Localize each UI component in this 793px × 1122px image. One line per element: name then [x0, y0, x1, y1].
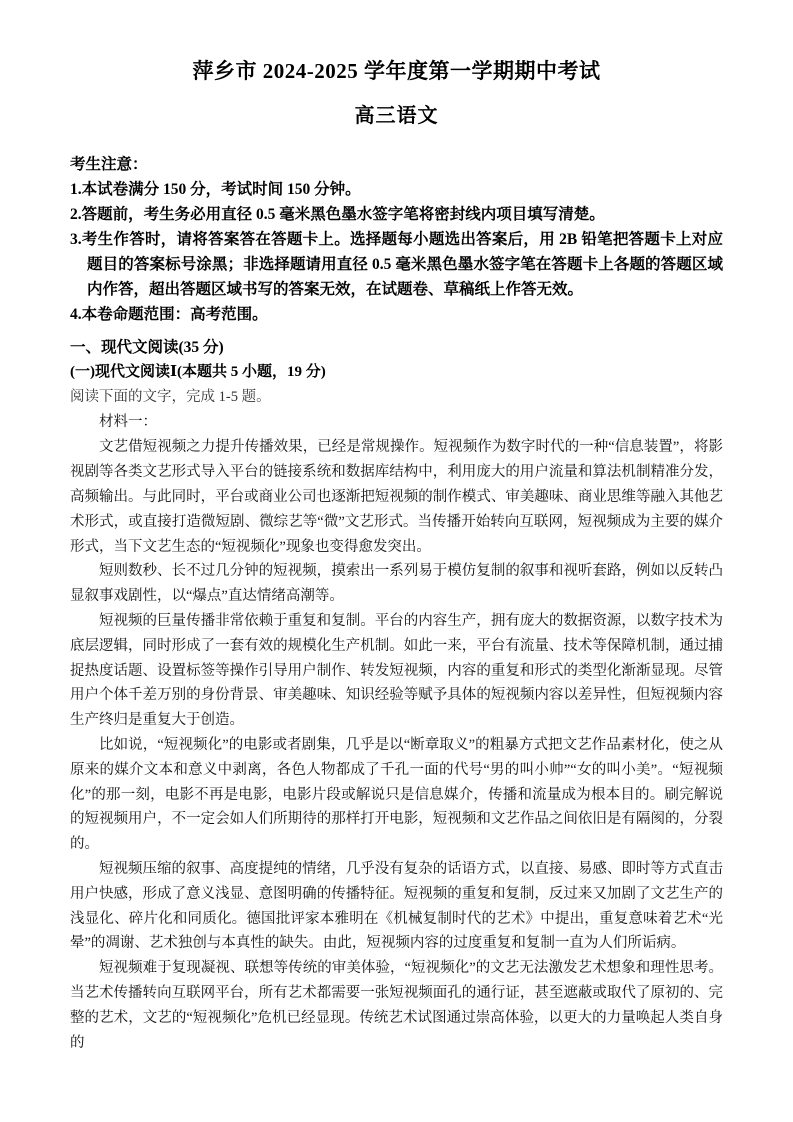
- notice-item-1: 1.本试卷满分 150 分，考试时间 150 分钟。: [70, 181, 361, 199]
- material-paragraph-2: 短则数秒、长不过几分钟的短视频，摸索出一系列易于模仿复制的叙事和视听套路，例如以反转凸显叙事戏剧性，以“爆点”直达情绪高潮等。: [70, 563, 723, 605]
- notice-item-2: 2.答题前，考生务必用直径 0.5 毫米黑色墨水签字笔将密封线内项目填写清楚。: [70, 206, 605, 224]
- material-paragraph-6: 短视频难于复现凝视、联想等传统的审美体验，“短视频化”的文艺无法激发艺术想象和理性思考。当艺术传播转向互联网平台，所有艺术都需要一张短视频面孔的通行证，甚至遮蔽或取代了原初的、完整的艺术，文艺的“短视频化”危机已经显现。传统艺术试图通过崇高体验，以更大的力量唤起人类自身的: [70, 960, 723, 1051]
- material-paragraph-3: 短视频的巨量传播非常依赖于重复和复制。平台的内容生产，拥有庞大的数据资源，以数字技术为底层逻辑，同时形成了一套有效的规模化生产机制。如此一来，平台有流量、技术等保障机制，通过捕捉热度话题、设置标签等操作引导用户制作、转发短视频，内容的重复和形式的类型化渐渐显现。尽管用户个体千差万别的身份背景、审美趣味、知识经验等赋予具体的短视频内容以差异性，但短视频内容生产终归是重复大于创造。: [70, 613, 723, 729]
- section-heading: 一、现代文阅读(35 分): [70, 339, 224, 357]
- material-paragraph-5: 短视频压缩的叙事、高度提纯的情绪，几乎没有复杂的话语方式，以直接、易感、即时等方式直击用户快感，形成了意义浅显、意图明确的传播特征。短视频的重复和复制，反过来又加剧了文艺生产的浅显化、碎片化和同质化。德国批评家本雅明在《机械复制时代的艺术》中提出，重复意味着艺术“光晕”的凋谢、艺术独创与本真性的缺失。由此，短视频内容的过度重复和复制一直为人们所诟病。: [70, 860, 723, 952]
- notice-item-3: 3.考生作答时，请将答案答在答题卡上。选择题每小题选出答案后，用 2B 铅笔把答题卡上对应题目的答案标号涂黑；非选择题请用直径 0.5 毫米黑色墨水签字笔在答题卡上各题的答题区域内作答，超出答题区域书写的答案无效，在试题卷、草稿纸上作答无效。: [70, 231, 723, 299]
- exam-title: 萍乡市 2024-2025 学年度第一学期期中考试: [192, 59, 601, 83]
- exam-subtitle: 高三语文: [354, 105, 439, 128]
- material-paragraph-4: 比如说，“短视频化”的电影或者剧集，几乎是以“断章取义”的粗暴方式把文艺作品素材化，使之从原来的媒介文本和意义中剥离，各色人物都成了千孔一面的代号“男的叫小帅”“女的叫小美”。“短视频化”的那一刻，电影不再是电影，电影片段或解说只是信息媒介，传播和流量成为根本目的。刷完解说的短视频用户，不一定会如人们所期待的那样打开电影，短视频和文艺作品之间依旧是有隔阂的，分裂的。: [70, 737, 723, 853]
- notice-item-4: 4.本卷命题范围：高考范围。: [70, 306, 268, 324]
- material-label: 材料一：: [99, 414, 157, 431]
- material-paragraph-1: 文艺借短视频之力提升传播效果，已经是常规操作。短视频作为数字时代的一种“信息装置”，将影视剧等各类文艺形式导入平台的链接系统和数据库结构中，利用庞大的用户流量和算法机制精准分发，高频输出。与此同时，平台或商业公司也逐渐把短视频的制作模式、审美趣味、商业思维等融入其他艺术形式，或直接打造微短剧、微综艺等“微”文艺形式。当传播开始转向互联网，短视频成为主要的媒介形式，当下文艺生态的“短视频化”现象也变得愈发突出。: [70, 439, 723, 555]
- candidate-notice: [70, 152, 723, 327]
- reading-instruction: 阅读下面的文字，完成 1-5 题。: [70, 389, 271, 406]
- notice-label: 考生注意：: [70, 156, 148, 174]
- subsection-heading: (一)现代文阅读Ⅰ(本题共 5 小题，19 分): [70, 364, 326, 381]
